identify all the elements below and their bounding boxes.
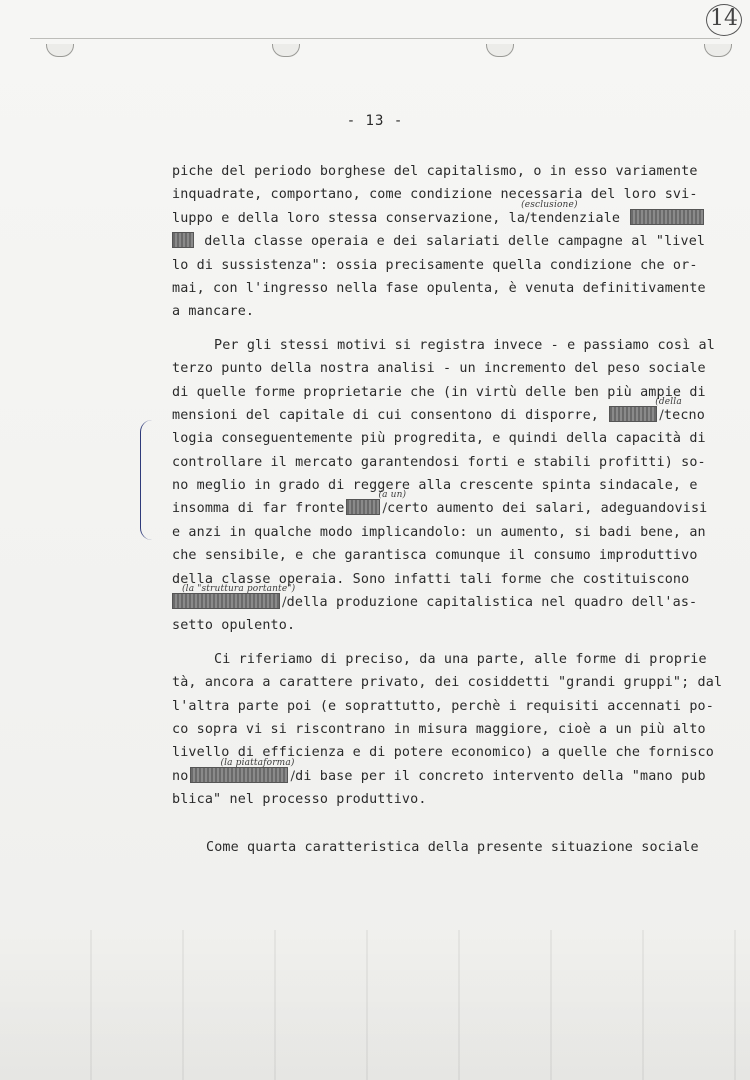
text-line xyxy=(172,757,712,788)
annotation: (esclusione) / xyxy=(525,207,530,230)
text-line: livello di efficienza e di potere economico) a quelle che fornisco xyxy=(172,745,714,761)
annotation: (a un) / xyxy=(382,497,387,520)
text-line: logia conseguentemente più progredita, e quindi della capacità di xyxy=(172,431,706,447)
text-line: terzo punto della nostra analisi - un incremento del peso sociale xyxy=(172,361,706,377)
text-line: blica" nel processo produttivo. xyxy=(172,792,427,808)
annotation: (la piattaforma) / xyxy=(290,765,295,788)
handwritten-note: (la piattaforma) xyxy=(220,757,295,768)
text-line: lo di sussistenza": ossia precisamente quella condizione che or- xyxy=(172,257,698,273)
handwritten-note: (la "struttura portante") xyxy=(182,584,296,595)
text-fragment: della classe operaia e dei salariati delle campagne al "livel xyxy=(204,234,706,250)
text-line: l'altra parte poi (e soprattutto, perchè i requisiti accennati po- xyxy=(172,698,714,714)
text-fragment: mensioni del capitale di cui consentono di disporre, xyxy=(172,407,600,423)
text-line: Come quarta caratteristica della presente situazione sociale xyxy=(206,839,699,855)
redaction xyxy=(630,209,704,225)
punch-hole xyxy=(46,44,74,57)
annotation: (la "struttura portante") / xyxy=(282,591,287,614)
text-line: e anzi in qualche modo implicandolo: un aumento, si badi bene, an xyxy=(172,524,706,540)
text-line: controllare il mercato garantendosi forti e stabili profitti) so- xyxy=(172,454,706,470)
text-fragment: luppo e della loro stessa conservazione, la xyxy=(172,210,526,226)
handwritten-note: (a un) xyxy=(378,490,407,501)
text-line xyxy=(172,230,712,253)
text-line: Per gli stessi motivi si registra invece - e passiamo così al xyxy=(214,337,715,353)
text-fragment: insomma di far fronte xyxy=(172,501,345,517)
text-fragment: tendenziale xyxy=(529,210,621,226)
text-line xyxy=(172,490,712,520)
text-line: piche del periodo borghese del capitalismo, o in esso variamente xyxy=(172,164,698,179)
top-rule xyxy=(30,38,720,39)
body-text xyxy=(172,160,723,859)
scan-shadow xyxy=(0,930,750,1080)
page-number: - 13 - xyxy=(346,113,404,129)
text-line: della classe operaia. Sono infatti tali forme che costituiscono xyxy=(172,571,690,587)
text-line: co sopra vi si riscontrano in misura maggiore, cioè a un più alto xyxy=(172,721,706,737)
text-fragment: della produzione capitalistica nel quadro dell'as- xyxy=(286,595,698,611)
text-fragment: di base per il concreto intervento della "mano pub xyxy=(295,768,706,784)
text-line: a mancare. xyxy=(172,304,255,320)
text-line xyxy=(172,584,712,614)
punch-hole xyxy=(486,44,514,57)
handwritten-note: (della xyxy=(655,396,682,407)
text-line: di quelle forme proprietarie che (in virtù delle ben più ampie di xyxy=(172,384,706,400)
text-line: che sensibile, e che garantisca comunque il consumo improduttivo xyxy=(172,548,698,564)
text-line: setto opulento. xyxy=(172,618,296,634)
text-fragment: certo aumento dei salari, adeguandovisi xyxy=(387,501,708,517)
text-line: tà, ancora a carattere privato, dei cosiddetti "grandi gruppi"; dal xyxy=(172,675,723,691)
punch-hole xyxy=(704,44,732,57)
punch-hole xyxy=(272,44,300,57)
annotation: (della / xyxy=(659,404,664,427)
text-line: Ci riferiamo di preciso, da una parte, alle forme di proprie xyxy=(214,651,707,667)
redaction xyxy=(172,232,194,248)
text-line xyxy=(172,199,712,230)
text-line xyxy=(172,396,712,427)
text-line: inquadrate, comportano, come condizione necessaria del loro svi- xyxy=(172,187,698,203)
text-fragment: no xyxy=(172,768,189,784)
margin-bracket-mark xyxy=(140,420,159,540)
text-fragment: tecno xyxy=(663,407,705,423)
handwritten-note: (esclusione) xyxy=(521,199,578,210)
redaction xyxy=(346,499,380,515)
text-line: no meglio in grado di reggere alla crescente spinta sindacale, e xyxy=(172,478,698,494)
folio-stamp: 14 xyxy=(706,4,742,36)
text-line: mai, con l'ingresso nella fase opulenta, è venuta definitivamente xyxy=(172,280,706,296)
redaction xyxy=(609,406,657,422)
